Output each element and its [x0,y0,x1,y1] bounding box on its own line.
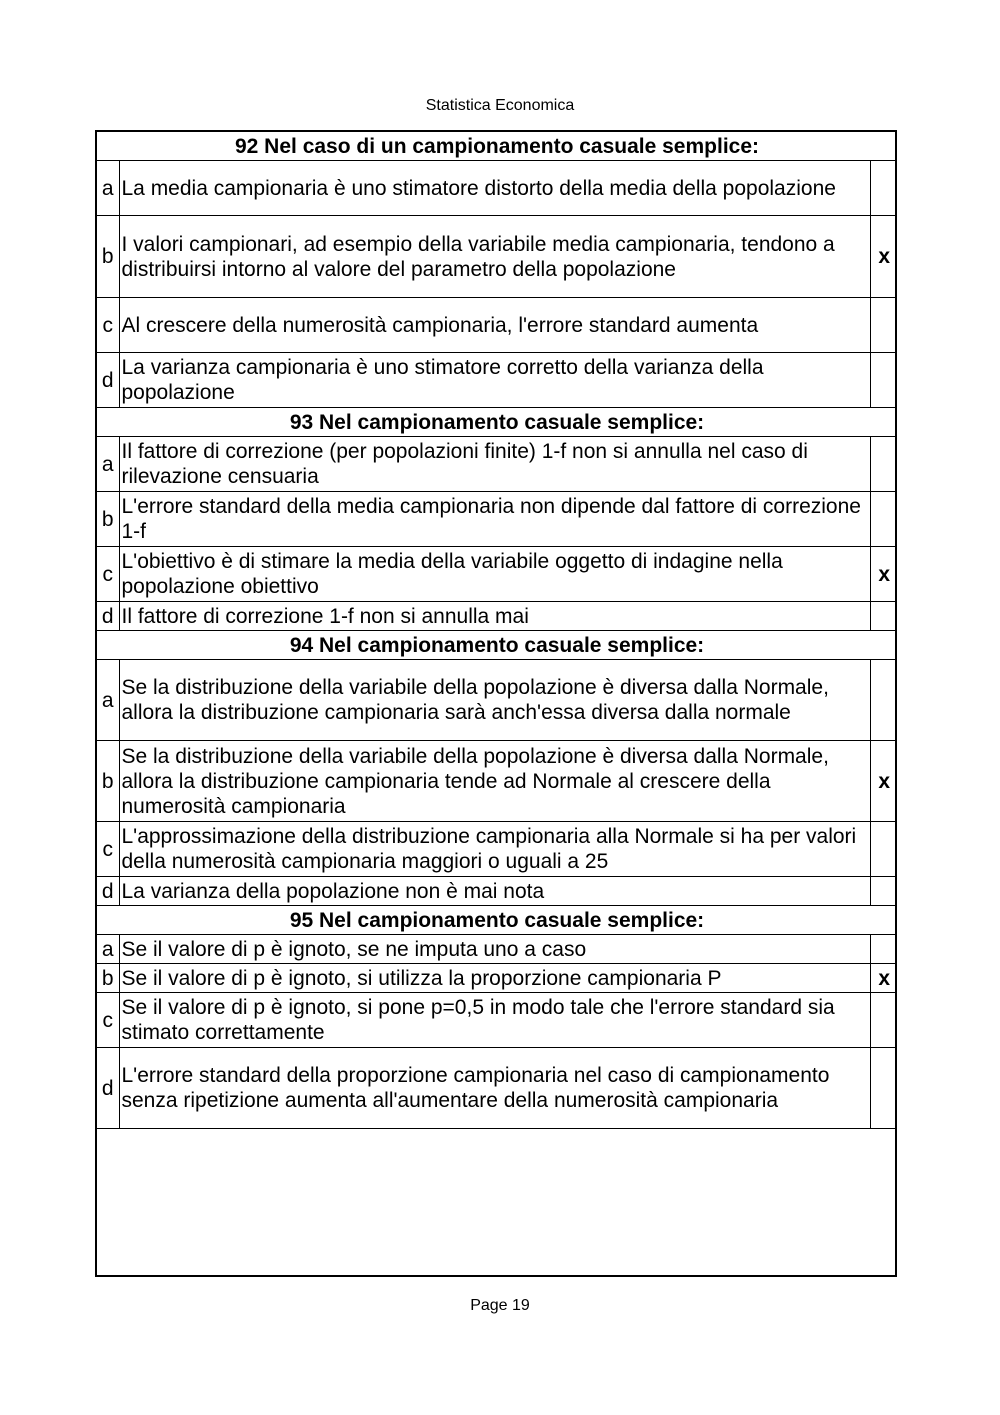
answer-mark [871,993,897,1048]
option-letter: c [97,547,119,602]
option-text: Se il valore di p è ignoto, si pone p=0,5 in modo tale che l'errore standard sia stimato correttamente [119,993,871,1048]
option-letter: b [97,964,119,993]
option-letter: d [97,1048,119,1129]
option-letter: b [97,741,119,822]
answer-mark [871,660,897,741]
option-row [97,602,897,631]
option-row [97,935,897,964]
option-row [97,547,897,602]
option-row [97,1048,897,1129]
option-row [97,741,897,822]
quiz-table [95,130,897,1277]
option-letter: c [97,822,119,877]
option-letter: a [97,161,119,216]
option-text: La varianza campionaria è uno stimatore corretto della varianza della popolazione [119,353,871,408]
option-text: I valori campionari, ad esempio della variabile media campionaria, tendono a distribuirsi intorno al valore del parametro della popolazione [119,216,871,298]
answer-mark: x [871,741,897,822]
option-letter: b [97,216,119,298]
question-title-row [97,132,897,161]
page-number: Page 19 [470,1297,530,1314]
option-row [97,161,897,216]
answer-mark [871,353,897,408]
option-row [97,877,897,906]
option-letter: d [97,353,119,408]
option-text: Se la distribuzione della variabile della popolazione è diversa dalla Normale, allora la distribuzione campionaria tende ad Normale al crescere della numerosità campionaria [119,741,871,822]
answer-mark [871,877,897,906]
question-title: 92 Nel caso di un campionamento casuale semplice: [97,132,897,161]
answer-mark: x [871,964,897,993]
quiz-grid [97,132,897,1269]
option-row [97,492,897,547]
answer-mark [871,437,897,492]
answer-mark [871,161,897,216]
option-letter: d [97,602,119,631]
option-text: La media campionaria è uno stimatore distorto della media della popolazione [119,161,871,216]
answer-mark [871,298,897,353]
option-row [97,353,897,408]
question-title-row [97,408,897,437]
option-letter: d [97,877,119,906]
option-text: L'errore standard della proporzione campionaria nel caso di campionamento senza ripetizione aumenta all'aumentare della numerosità campionaria [119,1048,871,1129]
option-letter: a [97,660,119,741]
option-letter: b [97,492,119,547]
option-text: Al crescere della numerosità campionaria, l'errore standard aumenta [119,298,871,353]
option-text: L'errore standard della media campionaria non dipende dal fattore di correzione 1-f [119,492,871,547]
empty-cell [97,1129,897,1270]
option-letter: c [97,993,119,1048]
answer-mark [871,602,897,631]
option-row [97,660,897,741]
question-title: 94 Nel campionamento casuale semplice: [97,631,897,660]
empty-row [97,1129,897,1270]
option-row [97,216,897,298]
option-letter: a [97,437,119,492]
option-text: L'obiettivo è di stimare la media della variabile oggetto di indagine nella popolazione obiettivo [119,547,871,602]
option-row [97,437,897,492]
answer-mark [871,935,897,964]
answer-mark [871,1048,897,1129]
answer-mark: x [871,216,897,298]
answer-mark [871,492,897,547]
option-row [97,822,897,877]
option-letter: a [97,935,119,964]
option-text: Se il valore di p è ignoto, se ne imputa uno a caso [119,935,871,964]
option-text: Il fattore di correzione 1-f non si annulla mai [119,602,871,631]
option-row [97,993,897,1048]
question-title-row [97,631,897,660]
option-letter: c [97,298,119,353]
option-text: Se il valore di p è ignoto, si utilizza la proporzione campionaria P [119,964,871,993]
question-title-row [97,906,897,935]
option-row [97,964,897,993]
question-title: 93 Nel campionamento casuale semplice: [97,408,897,437]
option-text: L'approssimazione della distribuzione campionaria alla Normale si ha per valori della numerosità campionaria maggiori o uguali a 25 [119,822,871,877]
question-title: 95 Nel campionamento casuale semplice: [97,906,897,935]
answer-mark: x [871,547,897,602]
option-text: La varianza della popolazione non è mai nota [119,877,871,906]
option-text: Il fattore di correzione (per popolazioni finite) 1-f non si annulla nel caso di rilevazione censuaria [119,437,871,492]
page-header: Statistica Economica [425,97,575,114]
answer-mark [871,822,897,877]
option-text: Se la distribuzione della variabile della popolazione è diversa dalla Normale, allora la distribuzione campionaria sarà anch'essa diversa dalla normale [119,660,871,741]
option-row [97,298,897,353]
